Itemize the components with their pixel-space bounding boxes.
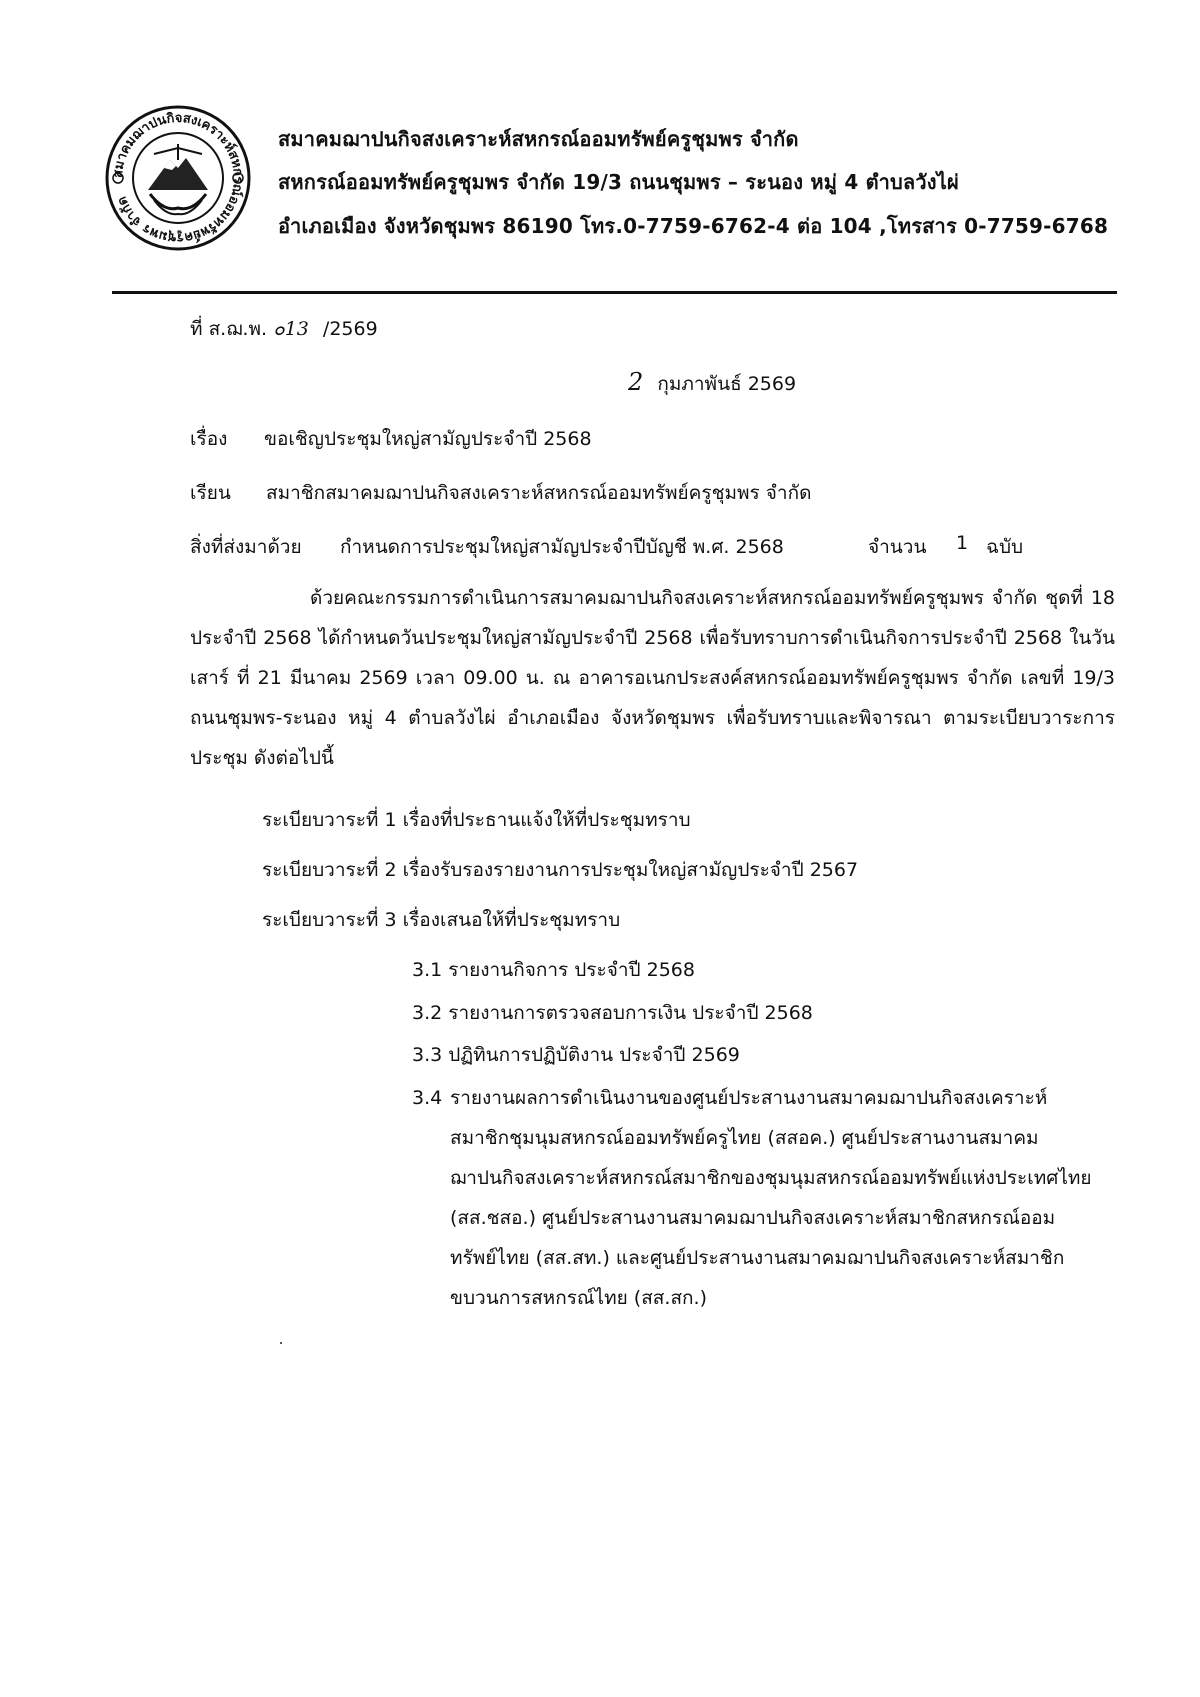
sub-item-3-4	[412, 1078, 1092, 1318]
sub-item-3-4-text: รายงานผลการดำเนินงานของศูนย์ประสานงานสมาคมฌาปนกิจสงเคราะห์สมาชิกชุมนุมสหกรณ์ออมทรัพย์ครูไทย (สสอค.) ศูนย์ประสานงานสมาคมฌาปนกิจสงเคราะห์สหกรณ์สมาชิกของชุมนุมสหกรณ์ออมทรัพย์แห่งประเทศไทย (สส.ชสอ.) ศูนย์ประสานงานสมาคมฌาปนกิจสงเคราะห์สมาชิกสหกรณ์ออมทรัพย์ไทย (สส.สท.) และศูนย์ประสานงานสมาคมฌาปนกิจสงเคราะห์สมาชิกขบวนการสหกรณ์ไทย (สส.สก.)	[450, 1087, 1092, 1309]
enclosure-label: สิ่งที่ส่งมาด้วย	[190, 536, 302, 558]
subject-label: เรื่อง	[190, 428, 228, 450]
agenda-item-1: ระเบียบวาระที่ 1 เรื่องที่ประธานแจ้งให้ที่ประชุมทราบ	[262, 809, 691, 831]
agenda-item-2: ระเบียบวาระที่ 2 เรื่องรับรองรายงานการประชุมใหญ่สามัญประจำปี 2567	[262, 859, 859, 881]
doc-number-handwritten: ๐13	[273, 318, 309, 340]
date-day-handwritten: 2	[628, 368, 644, 396]
document-date	[628, 368, 796, 399]
subject-text: ขอเชิญประชุมใหญ่สามัญประจำปี 2568	[264, 428, 592, 450]
recipient-text: สมาชิกสมาคมฌาปนกิจสงเคราะห์สหกรณ์ออมทรัพย์ครูชุมพร จำกัด	[266, 482, 812, 504]
enclosure-text: กำหนดการประชุมใหญ่สามัญประจำปีบัญชี พ.ศ. 2568	[340, 536, 784, 558]
letterhead-association-name: สมาคมฌาปนกิจสงเคราะห์สหกรณ์ออมทรัพย์ครูชุมพร จำกัด	[278, 127, 799, 151]
sub-item-3-1: 3.1 รายงานกิจการ ประจำปี 2568	[412, 959, 695, 981]
association-seal-logo	[104, 104, 252, 252]
enclosure-unit: ฉบับ	[986, 536, 1024, 558]
date-month-year: กุมภาพันธ์ 2569	[657, 373, 797, 395]
agenda-item-3: ระเบียบวาระที่ 3 เรื่องเสนอให้ที่ประชุมทราบ	[262, 909, 621, 931]
body-paragraph	[190, 578, 1115, 778]
doc-number-prefix: ที่ ส.ฌ.พ.	[190, 318, 268, 340]
letterhead-contact-line: อำเภอเมือง จังหวัดชุมพร 86190 โทร.0-7759-6762-4 ต่อ 104 ,โทรสาร 0-7759-6768	[278, 214, 1109, 238]
document-number	[190, 314, 378, 344]
svg-text:สมาคมฌาปนกิจสงเคราะห์สหกรณ์ออม: สมาคมฌาปนกิจสงเคราะห์สหกรณ์ออมทรัพย์ครูชุมพร จำกัด	[110, 110, 246, 246]
recipient-label: เรียน	[190, 482, 231, 504]
sub-item-3-3: 3.3 ปฏิทินการปฏิบัติงาน ประจำปี 2569	[412, 1044, 740, 1066]
body-paragraph-text: ด้วยคณะกรรมการดำเนินการสมาคมฌาปนกิจสงเคราะห์สหกรณ์ออมทรัพย์ครูชุมพร จำกัด ชุดที่ 18 ประจำปี 2568 ได้กำหนดวันประชุมใหญ่สามัญประจำปี 2568 เพื่อรับทราบการดำเนินกิจการประจำปี 2568 ในวันเสาร์ ที่ 21 มีนาคม 2569 เวลา 09.00 น. ณ อาคารอเนกประสงค์สหกรณ์ออมทรัพย์ครูชุมพร จำกัด เลขที่ 19/3 ถนนชุมพร-ระนอง หมู่ 4 ตำบลวังไผ่ อำเภอเมือง จังหวัดชุมพร เพื่อรับทราบและพิจารณา ตามระเบียบวาระการประชุม ดังต่อไปนี้	[190, 587, 1115, 769]
sub-item-3-4-number: 3.4	[412, 1087, 443, 1109]
sub-item-3-2: 3.2 รายงานการตรวจสอบการเงิน ประจำปี 2568	[412, 1002, 813, 1024]
scan-speck	[280, 1342, 282, 1344]
enclosure-qty-label: จำนวน	[868, 536, 927, 558]
letterhead-address-line: สหกรณ์ออมทรัพย์ครูชุมพร จำกัด 19/3 ถนนชุมพร – ระนอง หมู่ 4 ตำบลวังไผ่	[278, 170, 959, 194]
enclosure-qty: 1	[956, 532, 969, 554]
header-divider	[112, 291, 1117, 294]
doc-number-suffix: /2569	[322, 318, 378, 340]
